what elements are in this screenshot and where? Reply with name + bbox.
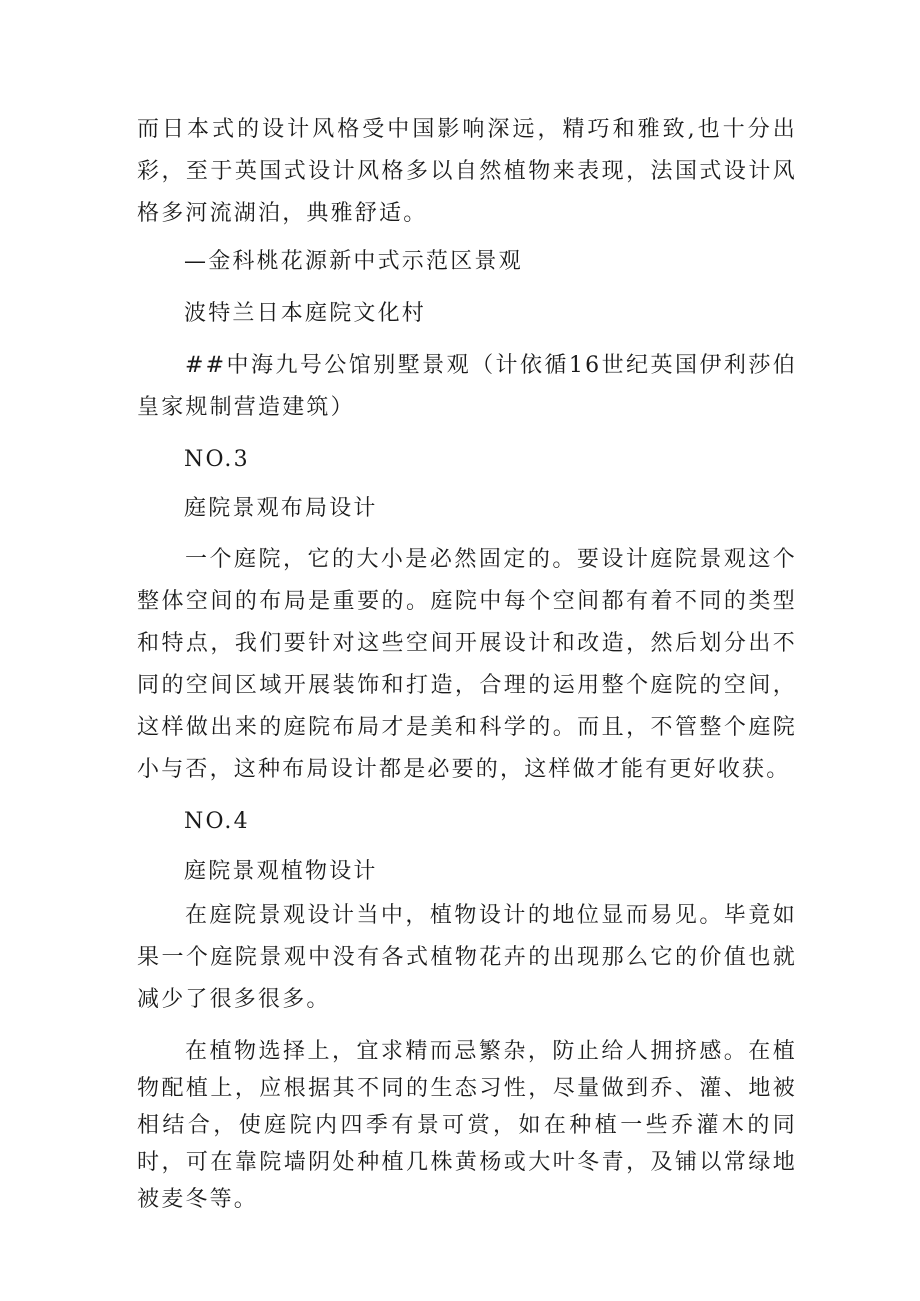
section-number-3: NO.3 xyxy=(184,447,250,472)
paragraph-layout-design: 一个庭院，它的大小是必然固定的。要设计庭院景观这个整体空间的布局是重要的。庭院中每个空间都有着不同的类型和特点，我们要针对这些空间开展设计和改造，然后划分出不同的空间区域开展装饰和打造，合理的运用整个庭院的空间，这样做出来的庭院布局才是美和科学的。而且，不管整个庭院小与否，这种布局设计都是必要的，这样做才能有更好收获。 xyxy=(137,547,797,782)
section-number-4: NO.4 xyxy=(184,809,250,834)
paragraph-plant-design-intro: 在庭院景观设计当中，植物设计的地位显而易见。毕竟如果一个庭院景观中没有各式植物花卉的出现那么它的价值也就减少了很多很多。 xyxy=(137,903,797,1012)
section-heading-layout-design: 庭院景观布局设计 xyxy=(184,496,378,521)
caption-portland-japanese-garden: 波特兰日本庭院文化村 xyxy=(184,301,427,326)
caption-jinke-taohuayuan: —金科桃花源新中式示范区景观 xyxy=(184,249,523,274)
paragraph-design-styles: 而日本式的设计风格受中国影响深远，精巧和雅致,也十分出彩，至于英国式设计风格多以自然植物来表现，法国式设计风格多河流湖泊，典雅舒适。 xyxy=(137,117,797,226)
section-heading-plant-design: 庭院景观植物设计 xyxy=(184,859,378,884)
paragraph-plant-selection: 在植物选择上，宜求精而忌繁杂，防止给人拥挤感。在植物配植上，应根据其不同的生态习性，尽量做到乔、灌、地被相结合，使庭院内四季有景可赏，如在种植一些乔灌木的同时，可在靠院墙阴处种植几株黄杨或大叶冬青，及铺以常绿地被麦冬等。 xyxy=(137,1039,797,1212)
caption-zhonghai-no9: ##中海九号公馆别墅景观（计依循16世纪英国伊利莎伯皇家规制营造建筑） xyxy=(137,353,797,420)
